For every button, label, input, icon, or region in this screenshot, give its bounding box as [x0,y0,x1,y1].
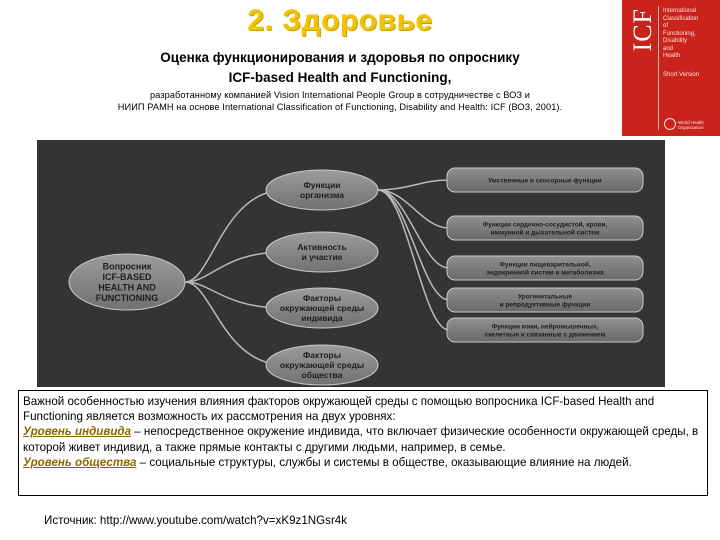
right-node-label: Умственные и сенсорные функции [488,177,602,185]
explanation-box [18,390,708,496]
level-society-label: Уровень общества [23,455,137,469]
right-node-label: Функции кожи, нейромышечных, скелетные и связанные с движением [484,323,606,339]
connector-middle-right [378,180,449,190]
middle-node-label: Факторы окружающей среды индивида [279,292,365,323]
description-line-2: НИИП РАМН на основе International Classification of Functioning, Disability and Health: ICF (ВОЗ, 2001). [117,102,563,112]
icf-diagram-svg [37,140,665,387]
middle-node-label: Факторы окружающей среды общества [279,349,365,380]
cover-title: International Classification of Functioning, Disability and Health [663,8,699,59]
right-node-label: Урогенитальные и репродуктивные функции [499,293,591,309]
level-individual-label: Уровень индивида [23,425,132,439]
diagram-middle-nodes [266,170,378,385]
icf-logo: ICF [628,8,657,52]
level-society-text: – социальные структуры, службы и системы в обществе, оказывающие влияние на людей. [136,455,632,469]
cover-edition: Short Version [663,72,700,78]
level-society [23,455,703,470]
subtitle-line-1: Оценка функционирования и здоровья по опроснику [160,50,520,65]
level-individual-text: – непосредственное окружение индивида, что включает физические особенности окружающей среды, в которой живет индивид, а также прямые контакты с другими людьми, например, в семье. [23,425,699,454]
cover-divider [658,6,659,130]
subtitle-line-2: ICF-based Health and Functioning, [228,70,452,85]
icf-book-cover [622,0,720,136]
right-node-label: Функции пищеварительной, эндокринной систем и метаболизма [486,261,604,277]
subtitle [60,48,620,88]
diagram-root-node [69,254,185,310]
source-link[interactable]: Источник: http://www.youtube.com/watch?v=xK9z1NGsr4k [44,514,348,527]
description [40,89,640,113]
level-individual [23,424,703,454]
description-line-1: разработанному компанией Vision International People Group в сотрудничестве с ВОЗ и [149,90,531,100]
root-node-label: Вопросник ICF-BASED HEALTH AND FUNCTIONING [95,261,159,303]
diagram-right-nodes [447,168,643,342]
middle-node-label: Функции организма [300,179,344,200]
who-emblem-icon [664,118,676,130]
connector-root-middle [185,190,285,282]
icf-diagram [37,140,665,387]
page-title: 2. Здоровье [247,4,433,37]
cover-publisher: World Health Organization [678,120,704,130]
right-node-label: Функции сердечно-сосудистой, крови, иммунной и дыхательной систем [482,221,608,237]
connector-root-middle [185,282,285,365]
middle-node-label: Активность и участие [297,241,347,262]
explanation-intro: Важной особенностью изучения влияния факторов окружающей среды с помощью вопросника ICF-based Health and Functioning является возможность их рассмотрения на двух уровнях: [23,395,655,424]
connector-middle-right [378,190,449,330]
connector-middle-right [378,190,449,300]
